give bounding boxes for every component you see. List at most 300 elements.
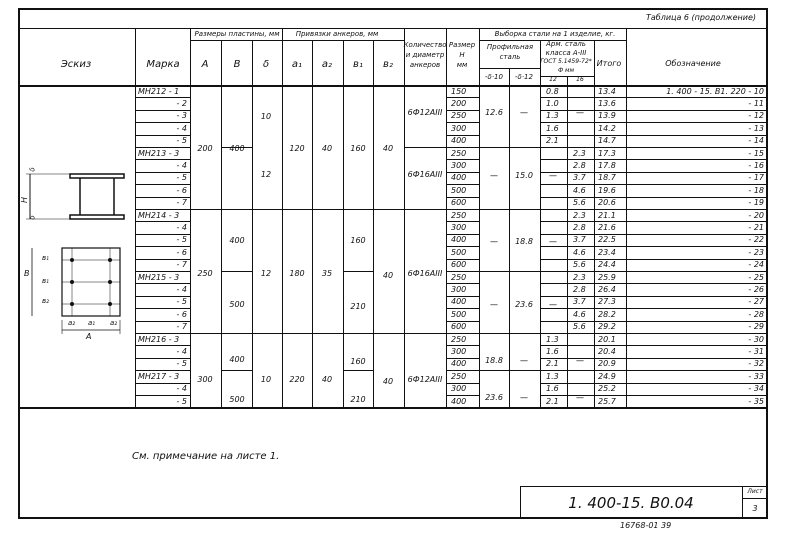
sketch-label-a2-right: a₂ [110,319,118,327]
row-line-11-5 [626,221,768,222]
sketch-bottom-plate [70,215,124,219]
row-line-15-1 [446,271,479,272]
group-line-10-2 [540,209,594,210]
row-rebar-12: 0.8 [546,86,559,96]
row-size-h: 600 [451,260,467,270]
row-size-h: 200 [451,98,467,108]
profile-d10-group3-dash: — [490,237,498,246]
header-a1: a₁ [291,59,303,70]
sketch-label-delta-top: δ [28,167,37,172]
row-total: 20.4 [598,346,616,356]
row-size-h: 250 [451,111,467,121]
header-top-line [18,28,768,29]
row-designation: - 12 [748,111,764,121]
row-line-25-1 [446,395,479,396]
row-designation: - 14 [748,136,764,146]
row-total: 17.8 [598,160,616,170]
row-total: 29.2 [598,322,616,332]
row-line-9-5 [626,197,768,198]
row-size-h: 500 [451,185,467,195]
header-profile-steel-1: Профильная [486,43,534,51]
row-designation: - 34 [748,384,764,394]
profile-d12-group2: 15.0 [515,171,533,180]
header-rebar-3: ГОСТ 5.1459-72* [540,58,592,65]
row-total: 23.4 [598,247,616,257]
row-size-h: 300 [451,284,467,294]
header-rebar-1: Арм. сталь [546,40,586,48]
document-code: 1. 400-15. В0.04 [568,494,694,512]
row-total: 17.3 [598,148,616,158]
row-rebar-16: 2.8 [573,222,586,232]
rebar12-group4-dash: — [549,300,557,309]
row-rebar-16: 2.8 [573,284,586,294]
group-line-10-0 [190,209,446,210]
group1-anchors-16: 6Ф16AIII [407,170,443,179]
row-designation: - 16 [748,160,764,170]
group3-b2: 40 [382,377,394,386]
profile-d12-group6-dash: — [520,393,528,402]
header-delta: δ [262,59,270,70]
group2-A: 250 [197,269,213,278]
row-size-h: 400 [451,297,467,307]
profile-d10-group5: 18.8 [485,356,503,365]
row-rebar-12: 1.3 [546,371,559,381]
row-rebar-16: 4.6 [573,309,586,319]
row-line-20-4 [594,333,626,334]
sketch-label-a1: a₁ [88,319,96,327]
row-line-15-0 [135,271,190,272]
group3-a1: 220 [289,375,305,384]
row-mark: - 2 [176,98,187,108]
row-rebar-16: 4.6 [573,185,586,195]
sheet-number: 3 [752,504,758,513]
sketch-profile [26,174,124,219]
row-line-5-1 [446,147,479,148]
row-line-4-5 [626,135,768,136]
row-line-2-5 [626,110,768,111]
row-mark: МН212 - 1 [138,86,180,96]
group2-a1: 180 [289,269,305,278]
row-designation: - 31 [748,346,764,356]
row-designation: 1. 400 - 15. В1. 220 - 10 [666,86,764,96]
row-line-1-5 [626,97,768,98]
rebar16-group1-dash: — [576,108,584,117]
header-profile-d10: -δ·10 [485,73,503,81]
profile-d12-group3: 18.8 [515,237,533,246]
group-line-15-2 [479,271,540,272]
sketch-anchor-2 [108,258,112,262]
row-size-h: 300 [451,346,467,356]
group1-b2: 40 [382,144,394,153]
group2-b1-160: 160 [350,236,366,245]
group1-delta-12: 12 [260,170,272,179]
row-designation: - 28 [748,309,764,319]
group-line-20-2 [540,333,594,334]
row-line-19-2 [540,321,567,322]
row-total: 19.6 [598,185,616,195]
group-line-5-2 [479,147,540,148]
row-line-5-4 [594,147,626,148]
header-plate-sizes: Размеры пластины, мм [194,30,280,38]
row-rebar-12: 1.0 [546,98,559,108]
row-line-12-2 [540,234,567,235]
row-designation: - 25 [748,272,764,282]
row-size-h: 300 [451,123,467,133]
header-anchors-qty-2: и диаметр [405,51,445,59]
header-size-h-3: мм [456,61,468,69]
row-designation: - 33 [748,371,764,381]
rebar16-group5-dash: — [576,356,584,365]
row-total: 24.9 [598,371,616,381]
row-designation: - 11 [748,98,764,108]
table-caption: Таблица 6 (продолжение) [646,13,757,22]
row-total: 13.4 [598,86,616,96]
row-designation: - 23 [748,247,764,257]
row-mark: - 7 [176,260,187,270]
sheet-label: Лист [747,488,763,495]
header-mark: Марка [146,59,180,70]
sketch-anchor-1 [70,258,74,262]
row-total: 14.2 [598,123,616,133]
note-text: См. примечание на листе 1. [132,451,280,462]
row-size-h: 400 [451,359,467,369]
row-line-13-5 [626,246,768,247]
row-total: 25.9 [598,272,616,282]
row-line-5-5 [626,147,768,148]
row-mark: - 4 [176,160,187,170]
row-line-14-5 [626,259,768,260]
row-mark: - 4 [176,222,187,232]
row-rebar-16: 2.3 [573,148,586,158]
title-block-left [520,486,521,519]
row-size-h: 400 [451,235,467,245]
row-rebar-16: 5.6 [573,198,586,208]
row-size-h: 500 [451,247,467,257]
row-line-23-3 [567,370,594,371]
row-designation: - 30 [748,334,764,344]
row-mark: МН216 - 3 [138,334,180,344]
header-B: B [233,59,241,70]
header-phi16: 16 [576,76,584,83]
row-line-21-3 [567,345,594,346]
group2-B-400: 400 [229,236,245,245]
group1-delta-10: 10 [260,112,272,121]
profile-d10-group6: 23.6 [485,393,503,402]
row-designation: - 24 [748,260,764,270]
row-line-15-5 [626,271,768,272]
row-line-16-2 [540,283,567,284]
row-rebar-16: 5.6 [573,322,586,332]
header-designation: Обозначение [665,59,721,68]
row-rebar-16: 4.6 [573,247,586,257]
group3-B-400: 400 [229,355,245,364]
header-size-h-1: Размер [448,41,476,49]
row-line-4-3 [567,135,594,136]
group-line-10-1 [479,209,540,210]
row-total: 13.6 [598,98,616,108]
sketch-anchor-4 [108,280,112,284]
profile-d10-group4-dash: — [490,300,498,309]
row-rebar-12: 1.3 [546,111,559,121]
group2-b2: 40 [382,271,394,280]
row-line-17-2 [540,296,567,297]
row-designation: - 13 [748,123,764,133]
row-rebar-16: 3.7 [573,297,586,307]
group1-a2: 40 [321,144,333,153]
col-line-b2 [373,40,374,407]
group2-b1-210: 210 [350,302,366,311]
group3-anchors: 6Ф12AIII [407,375,443,384]
row-total: 18.7 [598,173,616,183]
row-size-h: 250 [451,334,467,344]
row-mark: - 4 [176,284,187,294]
row-designation: - 20 [748,210,764,220]
row-line-8-5 [626,184,768,185]
row-size-h: 500 [451,309,467,319]
row-mark: - 5 [176,297,187,307]
row-size-h: 400 [451,396,467,406]
row-line-13-2 [540,246,567,247]
profile-d12-group4: 23.6 [515,300,533,309]
row-total: 20.9 [598,359,616,369]
row-designation: - 32 [748,359,764,369]
row-rebar-12: 2.1 [546,359,559,369]
row-rebar-12: 1.6 [546,384,559,394]
header-a2: a₂ [321,59,333,70]
header-bottom-line [18,85,768,87]
row-line-25-4 [594,395,626,396]
row-line-9-2 [540,197,567,198]
header-rebar-2: класса A-III [545,49,587,57]
table-bottom-line [18,407,768,409]
header-profile-d12: -δ·12 [515,73,533,81]
header-anchor-refs: Привязки анкеров, мм [295,30,379,38]
row-rebar-12: 2.1 [546,136,559,146]
header-b2: в₂ [383,59,393,70]
col-line-a2 [312,40,313,407]
row-size-h: 250 [451,371,467,381]
title-block-top [520,486,768,487]
row-line-3-3 [567,122,594,123]
row-line-14-2 [540,259,567,260]
col-line-b1 [343,40,344,407]
row-line-10-5 [626,209,768,210]
row-size-h: 300 [451,384,467,394]
row-total: 26.4 [598,284,616,294]
row-mark: - 6 [176,185,187,195]
rebar16-group6-dash: — [576,393,584,402]
row-designation: - 19 [748,198,764,208]
sketch-anchor-6 [108,302,112,306]
header-steel-sample: Выборка стали на 1 изделие, кг. [494,30,616,38]
row-line-24-5 [626,383,768,384]
group-line-20-1 [479,333,540,334]
title-block-sheet-line [742,498,768,499]
row-rebar-16: 2.8 [573,160,586,170]
row-mark: - 4 [176,384,187,394]
row-line-20-0 [135,333,190,334]
row-rebar-16: 3.7 [573,235,586,245]
row-line-5-0 [135,147,190,148]
row-line-25-2 [540,395,567,396]
row-total: 25.2 [598,384,616,394]
row-designation: - 35 [748,396,764,406]
row-line-22-5 [626,358,768,359]
row-line-15-4 [594,271,626,272]
header-anchors-qty-1: Количество [403,41,447,49]
group2-a2: 35 [321,269,333,278]
row-size-h: 300 [451,160,467,170]
row-rebar-12: 1.3 [546,334,559,344]
row-mark: - 7 [176,198,187,208]
group3-delta: 10 [260,375,272,384]
rebar12-group3-dash: — [549,237,557,246]
group-line-15-1 [343,271,373,272]
sketch-label-B: B [24,269,30,278]
header-anchors-qty-3: анкеров [409,61,441,69]
group1-B: 400 [229,144,245,153]
group-line-20-0 [190,333,446,334]
row-line-8-2 [540,184,567,185]
col-line-r12 [540,40,541,407]
sketch-label-A: A [86,332,92,341]
row-mark: - 3 [176,111,187,121]
row-line-17-5 [626,296,768,297]
row-line-21-5 [626,345,768,346]
header-size-h-2: H [459,51,465,59]
group-line-23-0 [221,370,252,371]
row-line-3-5 [626,122,768,123]
group-line-15-0 [221,271,252,272]
group3-a2: 40 [321,375,333,384]
title-block-sheet-divider [742,486,743,519]
row-rebar-16: 2.3 [573,210,586,220]
row-size-h: 400 [451,173,467,183]
row-total: 28.2 [598,309,616,319]
sketch-anchor-5 [70,302,74,306]
row-line-18-5 [626,308,768,309]
group3-b1-160: 160 [350,357,366,366]
profile-d10-group2-dash: — [490,171,498,180]
row-designation: - 26 [748,284,764,294]
group1-a1: 120 [289,144,305,153]
sketch-label-delta-bottom: δ [28,215,37,220]
row-line-10-0 [135,209,190,210]
col-line-total [594,40,595,407]
header-b1: в₁ [353,59,363,70]
profile-d12-group1-dash: — [520,108,528,117]
group-line-23-1 [343,370,373,371]
row-size-h: 250 [451,272,467,282]
row-line-12-5 [626,234,768,235]
row-mark: - 5 [176,173,187,183]
row-line-6-5 [626,159,768,160]
row-line-23-5 [626,370,768,371]
row-designation: - 15 [748,148,764,158]
row-line-19-5 [626,321,768,322]
group2-delta: 12 [260,269,272,278]
header-sub-line [190,40,404,41]
row-size-h: 150 [451,86,467,96]
row-mark: - 4 [176,346,187,356]
row-mark: МН213 - 3 [138,148,180,158]
profile-d10-group1: 12.6 [485,108,503,117]
row-total: 20.1 [598,334,616,344]
header-profile-line [479,68,540,69]
row-size-h: 400 [451,136,467,146]
header-phi-mm: Ф мм [557,67,575,74]
row-mark: - 5 [176,396,187,406]
row-size-h: 250 [451,210,467,220]
header-sketch: Эскиз [60,59,92,70]
row-designation: - 18 [748,185,764,195]
group-line-5-1 [404,147,446,148]
row-size-h: 250 [451,148,467,158]
col-line-B [221,40,222,407]
row-mark: МН215 - 3 [138,272,180,282]
row-rebar-12: 2.1 [546,396,559,406]
header-profile-steel-2: сталь [499,53,521,61]
header-phi-line [540,76,594,77]
group-line-23-2 [479,370,540,371]
row-mark: - 7 [176,322,187,332]
row-rebar-16: 5.6 [573,260,586,270]
group3-b1-210: 210 [350,395,366,404]
row-line-25-5 [626,395,768,396]
sketch-anchor-3 [70,280,74,284]
row-line-10-4 [594,209,626,210]
group2-anchors: 6Ф16AIII [407,269,443,278]
footer-number: 16768-01 39 [620,521,672,530]
row-line-11-2 [540,221,567,222]
row-size-h: 600 [451,322,467,332]
row-mark: - 6 [176,247,187,257]
row-line-6-2 [540,159,567,160]
col-line-delta [252,40,253,407]
row-line-1-3 [567,97,594,98]
row-mark: - 5 [176,359,187,369]
row-rebar-16: 3.7 [573,173,586,183]
row-size-h: 300 [451,222,467,232]
row-total: 27.3 [598,297,616,307]
row-total: 21.6 [598,222,616,232]
row-rebar-12: 1.6 [546,123,559,133]
row-mark: - 6 [176,309,187,319]
row-designation: - 17 [748,173,764,183]
row-mark: - 4 [176,123,187,133]
group3-B-500: 500 [229,395,245,404]
row-size-h: 600 [451,198,467,208]
row-designation: - 22 [748,235,764,245]
sketch-label-a2-left: a₂ [68,319,76,327]
group2-B-500: 500 [229,300,245,309]
group-line-5-3 [540,147,594,148]
row-line-7-5 [626,172,768,173]
row-mark: МН214 - 3 [138,210,180,220]
row-total: 24.4 [598,260,616,270]
row-total: 13.9 [598,111,616,121]
row-line-10-1 [446,209,479,210]
sketch-label-H: H [20,196,30,204]
row-mark: МН217 - 3 [138,371,180,381]
header-phi12: 12 [549,76,557,83]
row-line-20-5 [626,333,768,334]
header-total: Итого [596,59,622,68]
row-total: 20.6 [598,198,616,208]
group1-b1: 160 [350,144,366,153]
group3-A: 300 [197,375,213,384]
col-line-p12 [509,68,510,407]
